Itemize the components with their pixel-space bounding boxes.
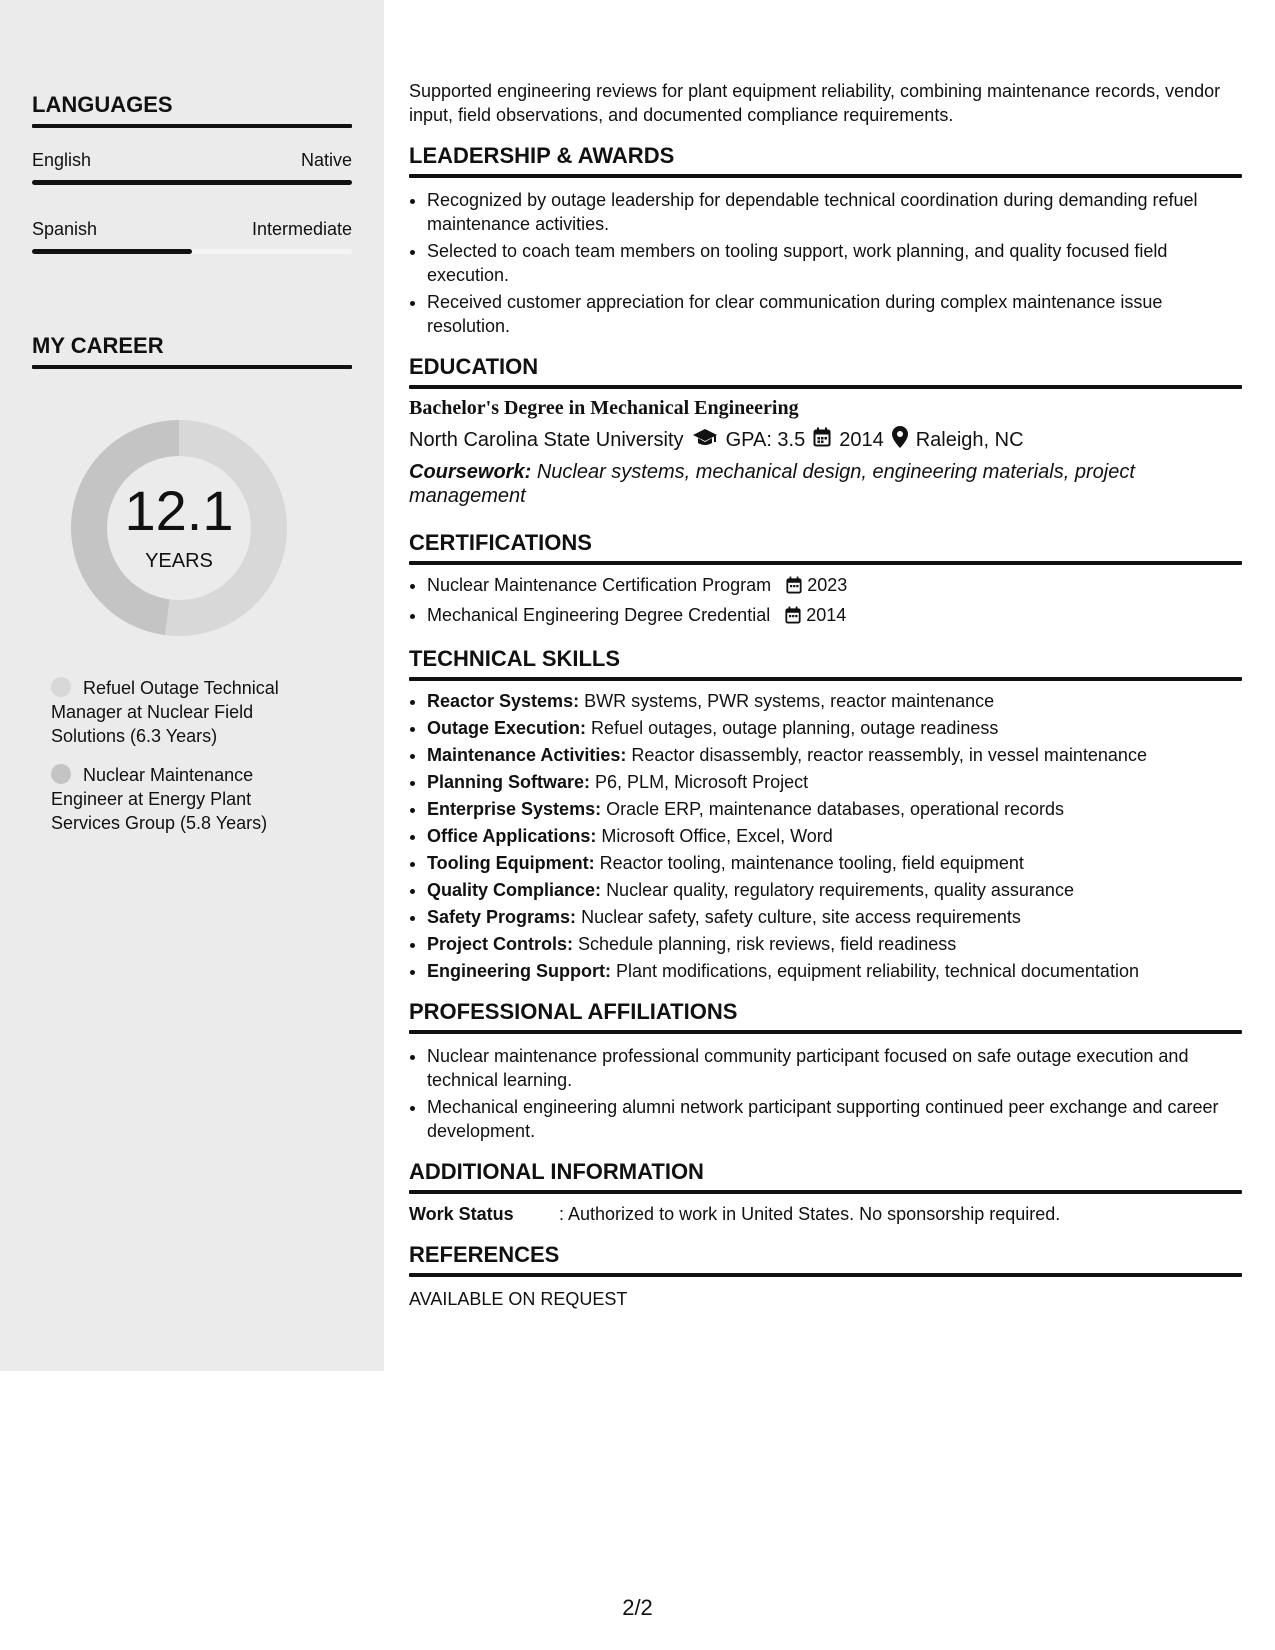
skill-item: [427, 824, 1242, 848]
leadership-list: [409, 188, 1242, 338]
skill-value: Oracle ERP, maintenance databases, operational records: [606, 799, 1065, 819]
language-name: English: [32, 150, 92, 170]
education-title: EDUCATION: [409, 354, 539, 379]
skill-value: Schedule planning, risk reviews, field readiness: [578, 934, 957, 954]
skill-item: [427, 959, 1242, 983]
skill-value: Reactor tooling, maintenance tooling, field equipment: [599, 853, 1024, 873]
section-rule: [409, 677, 1242, 681]
language-bar-fill: [32, 249, 192, 254]
graduation-cap-icon: [692, 427, 718, 453]
section-rule: [409, 1190, 1242, 1194]
section-rule: [409, 1030, 1242, 1034]
skill-item: [427, 797, 1242, 821]
languages-title: LANGUAGES: [32, 92, 173, 117]
coursework-text: Nuclear systems, mechanical design, engineering materials, project management: [409, 461, 1135, 507]
degree-title: Bachelor's Degree in Mechanical Engineering: [409, 397, 799, 419]
page-number: 2/2: [622, 1595, 653, 1620]
cert-year: 2014: [806, 605, 847, 625]
language-level: Intermediate: [251, 219, 352, 239]
skill-label: Safety Programs:: [427, 907, 577, 927]
career-legend-item: [51, 676, 311, 748]
affiliations-list: [409, 1044, 1242, 1143]
donut-center: [66, 415, 292, 641]
list-item: • Selected to coach team members on tooling support, work planning, and quality focused field execution.: [427, 239, 1242, 287]
gpa: GPA: 3.5: [725, 428, 806, 451]
list-item: • Recognized by outage leadership for dependable technical coordination during demanding refuel maintenance activities.: [427, 188, 1242, 236]
cert-year: 2023: [807, 575, 848, 595]
skill-label: Outage Execution:: [427, 718, 587, 738]
skill-value: Microsoft Office, Excel, Word: [601, 826, 833, 846]
cert-name: Mechanical Engineering Degree Credential: [427, 605, 771, 625]
skill-item: [427, 716, 1242, 740]
skill-label: Maintenance Activities:: [427, 745, 627, 765]
skill-label: Office Applications:: [427, 826, 597, 846]
skill-label: Reactor Systems:: [427, 691, 580, 711]
section-rule: [409, 561, 1242, 565]
school-location: Raleigh, NC: [915, 428, 1024, 451]
legend-dot-icon: [51, 677, 71, 697]
language-name: Spanish: [32, 219, 98, 239]
career-item-text: Nuclear Maintenance Engineer at Energy Plant Services Group (5.8 Years): [51, 765, 268, 833]
section-rule: [409, 174, 1242, 178]
list-item: • Received customer appreciation for clear communication during complex maintenance issue resolution.: [427, 290, 1242, 338]
skill-item: [427, 932, 1242, 956]
language-item-english: [32, 150, 352, 171]
language-bar: [32, 249, 352, 254]
cert-name: Nuclear Maintenance Certification Program: [427, 575, 772, 595]
skill-label: Quality Compliance:: [427, 880, 602, 900]
calendar-icon: [786, 576, 802, 600]
list-item: [427, 603, 1242, 630]
skill-value: Plant modifications, equipment reliability, technical documentation: [616, 961, 1139, 981]
skill-item: [427, 851, 1242, 875]
skill-item: [427, 770, 1242, 794]
work-status-label: Work Status: [409, 1204, 514, 1224]
languages-section: [32, 92, 352, 254]
education-meta: [409, 426, 1242, 454]
skill-value: Reactor disassembly, reactor reassembly, in vessel maintenance: [631, 745, 1147, 765]
skill-value: Refuel outages, outage planning, outage readiness: [591, 718, 999, 738]
certifications-list: [409, 573, 1242, 630]
skill-value: Nuclear safety, safety culture, site access requirements: [581, 907, 1021, 927]
skill-label: Planning Software:: [427, 772, 591, 792]
school-name: North Carolina State University: [409, 428, 684, 451]
list-item: [427, 573, 1242, 600]
additional-info-title: ADDITIONAL INFORMATION: [409, 1159, 704, 1184]
language-level: Native: [300, 150, 352, 170]
sidebar: [0, 0, 384, 1371]
career-title: MY CAREER: [32, 333, 164, 358]
language-item-spanish: [32, 219, 352, 240]
calendar-icon: [785, 606, 801, 630]
career-total-unit: YEARS: [145, 550, 213, 572]
career-item-text: Refuel Outage Technical Manager at Nuclear Field Solutions (6.3 Years): [51, 678, 279, 746]
skill-item: [427, 878, 1242, 902]
skill-label: Tooling Equipment:: [427, 853, 595, 873]
references-text: AVAILABLE ON REQUEST: [409, 1289, 628, 1309]
skill-value: P6, PLM, Microsoft Project: [595, 772, 809, 792]
language-bar-fill: [32, 180, 352, 185]
section-rule: [409, 385, 1242, 389]
legend-dot-icon: [51, 764, 71, 784]
work-status-row: [409, 1202, 1242, 1226]
career-total-years: 12.1: [124, 479, 234, 542]
skill-item: [427, 905, 1242, 929]
skill-label: Project Controls:: [427, 934, 574, 954]
section-rule: [409, 1273, 1242, 1277]
affiliations-title: PROFESSIONAL AFFILIATIONS: [409, 999, 738, 1024]
career-donut-chart: [66, 415, 292, 641]
calendar-icon: [813, 427, 831, 453]
main-column: [409, 79, 1242, 1311]
skill-label: Enterprise Systems:: [427, 799, 602, 819]
location-pin-icon: [892, 426, 908, 454]
certifications-title: CERTIFICATIONS: [409, 530, 592, 555]
references-title: REFERENCES: [409, 1242, 560, 1267]
skill-value: BWR systems, PWR systems, reactor maintenance: [584, 691, 995, 711]
leadership-title: LEADERSHIP & AWARDS: [409, 143, 675, 168]
list-item: • Nuclear maintenance professional community participant focused on safe outage execution and technical learning.: [427, 1044, 1242, 1092]
section-rule: [32, 124, 352, 128]
section-rule: [32, 365, 352, 369]
coursework: [409, 460, 1242, 508]
skill-item: [427, 689, 1242, 713]
skill-label: Engineering Support:: [427, 961, 611, 981]
skill-item: [427, 743, 1242, 767]
language-bar: [32, 180, 352, 185]
skills-title: TECHNICAL SKILLS: [409, 646, 621, 671]
career-legend-item: [51, 763, 311, 835]
career-section: [32, 333, 352, 369]
work-status-value: : Authorized to work in United States. No sponsorship required.: [559, 1204, 1061, 1224]
skills-list: [409, 689, 1242, 983]
graduation-year: 2014: [839, 428, 884, 451]
list-item: • Mechanical engineering alumni network participant supporting continued peer exchange and career development.: [427, 1095, 1242, 1143]
intro-paragraph: Supported engineering reviews for plant equipment reliability, combining maintenance records, vendor input, field observations, and documented compliance requirements.: [409, 81, 1221, 125]
coursework-label: Coursework:: [409, 461, 532, 483]
skill-value: Nuclear quality, regulatory requirements, quality assurance: [606, 880, 1074, 900]
